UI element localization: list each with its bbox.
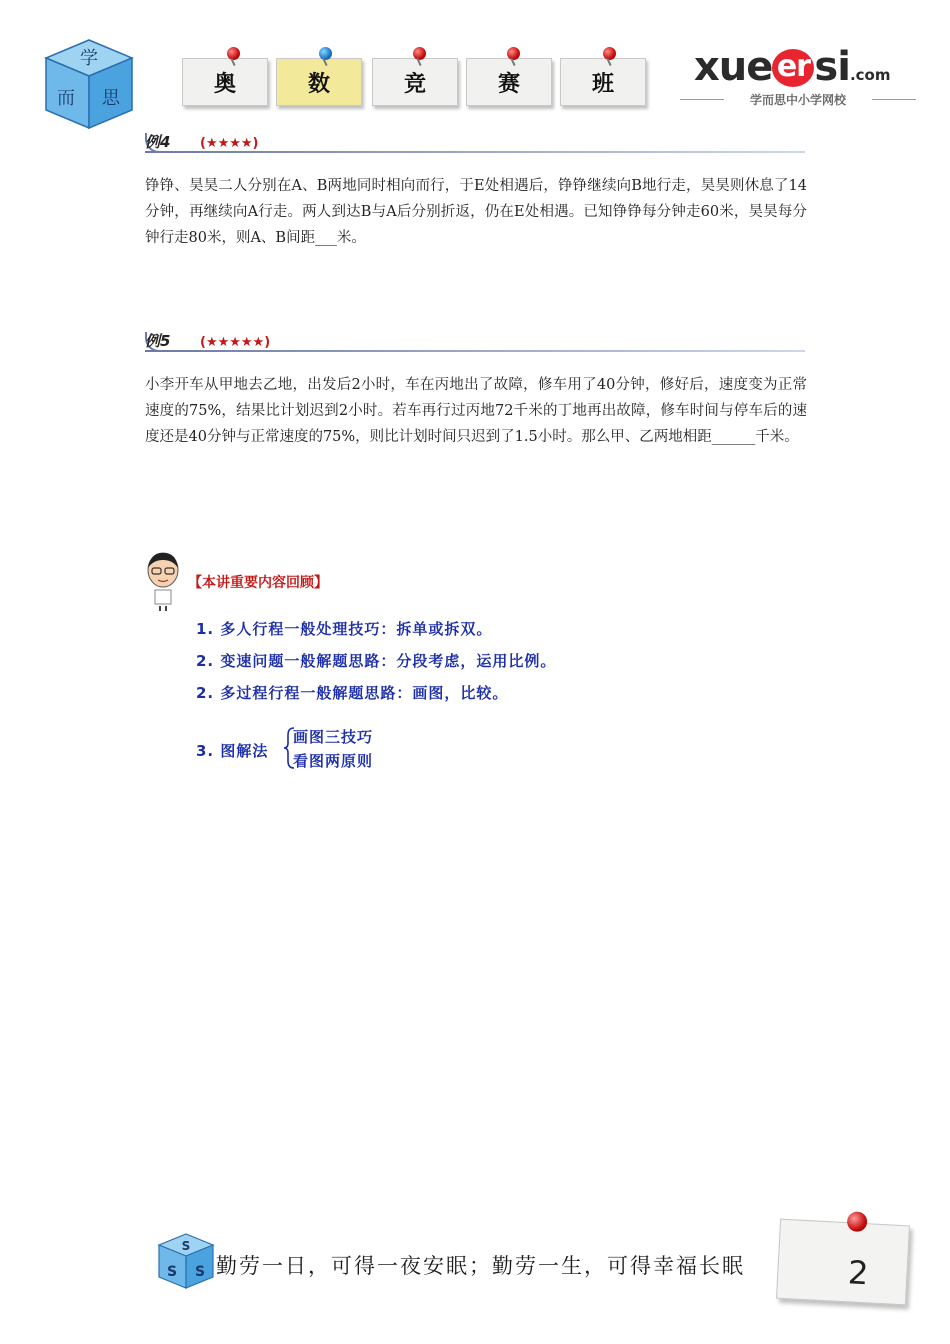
xueersi-cube-logo (44, 38, 134, 130)
tab-ao (182, 58, 268, 106)
pushpin-icon (507, 47, 520, 60)
tab-label: 数 (307, 71, 330, 97)
brand-er-badge: er (772, 49, 814, 87)
brand-subtitle: 学而思中小学网校 (680, 91, 916, 108)
logo-char-3: 思 (102, 88, 120, 109)
pushpin-icon (603, 47, 616, 60)
review-title: 【本讲重要内容回顾】 (188, 575, 328, 591)
logo-char-2: 而 (57, 88, 75, 109)
tab-ban (560, 58, 646, 106)
review-item-4-sub-1: 画图三技巧 (293, 728, 374, 746)
example-5-header (145, 330, 805, 360)
divider (145, 350, 805, 352)
review-item-4-sub-2: 看图两原则 (293, 752, 374, 770)
sss-cube-icon (157, 1232, 215, 1290)
example-4-text: 铮铮、昊昊二人分别在A、B两地同时相向而行，于E处相遇后，铮铮继续向B地行走，昊昊则休息了14分钟，再继续向A行走。两人到达B与A后分别折返，仍在E处相遇。已知铮铮每分钟走60米，昊昊每分钟行走80米，则A、B间距___米。 (145, 178, 807, 246)
cube-letter-2: S (166, 1264, 178, 1280)
page-number-note (776, 1219, 910, 1306)
brand-domain: .com (849, 66, 891, 84)
example-4-header (145, 131, 805, 161)
example-label: 例5 (145, 332, 171, 350)
example-label: 例4 (145, 133, 171, 151)
divider (145, 151, 805, 153)
teacher-avatar-icon (143, 550, 183, 612)
footer-motto: 勤劳一日，可得一夜安眠；勤劳一生，可得幸福长眠 (216, 1254, 745, 1278)
pushpin-icon (319, 47, 332, 60)
tab-jing (372, 58, 458, 106)
pushpin-icon (847, 1211, 868, 1232)
brand-prefix: xue (694, 44, 773, 90)
tab-label: 赛 (497, 71, 520, 97)
tab-label: 班 (591, 71, 614, 97)
review-item-4-label: 3. 图解法 (196, 742, 269, 760)
page-number: 2 (847, 1253, 870, 1293)
review-item-1: 1. 多人行程一般处理技巧：拆单或拆双。 (196, 620, 493, 638)
tab-label: 奥 (213, 71, 236, 97)
review-item-3: 2. 多过程行程一般解题思路：画图，比较。 (196, 684, 509, 702)
tab-sai (466, 58, 552, 106)
difficulty-stars: (★★★★★) (200, 335, 271, 350)
pushpin-icon (227, 47, 240, 60)
brand-suffix: si (814, 44, 850, 90)
pushpin-icon (413, 47, 426, 60)
tab-label: 竞 (403, 71, 426, 97)
tab-shu (276, 58, 362, 106)
cube-letter-3: S (194, 1264, 206, 1280)
cube-letter-1: S (181, 1239, 191, 1253)
brand-logo (694, 44, 890, 90)
difficulty-stars: (★★★★) (200, 136, 259, 151)
example-5-text: 小李开车从甲地去乙地，出发后2小时，车在丙地出了故障，修车用了40分钟，修好后，速度变为正常速度的75%，结果比计划迟到2小时。若车再行过丙地72千米的丁地再出故障，修车时间与停车后的速度还是40分钟与正常速度的75%，则比计划时间只迟到了1.5小时。那么甲、乙两地相距______千米。 (145, 377, 807, 445)
logo-char-1: 学 (80, 48, 98, 69)
review-item-2: 2. 变速问题一般解题思路：分段考虑，运用比例。 (196, 652, 557, 670)
